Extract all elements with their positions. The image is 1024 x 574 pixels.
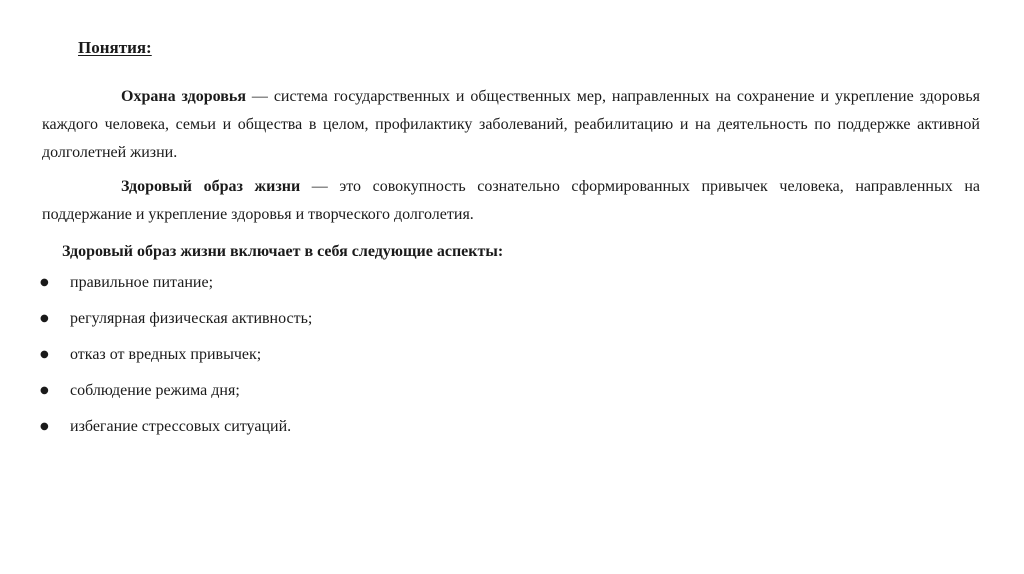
list-item-text: отказ от вредных привычек;	[70, 346, 262, 363]
definition-health-protection	[42, 83, 980, 167]
list-item	[36, 415, 312, 451]
section-heading: Понятия:	[78, 38, 152, 57]
aspects-list	[36, 271, 312, 451]
bullet-icon: ●	[40, 385, 49, 396]
definition-text: — система государственных и общественных мер, направленных на сохранение и укрепление здоровья каждого человека, семьи и общества в целом, профилактику заболеваний, реабилитацию и на деятельность по поддержке активной долголетней жизни.	[42, 88, 980, 161]
bullet-icon: ●	[40, 421, 49, 432]
list-item	[36, 271, 312, 307]
list-item-text: избегание стрессовых ситуаций.	[70, 418, 292, 435]
list-item	[36, 379, 312, 415]
list-item-text: правильное питание;	[70, 274, 214, 291]
list-item-text: соблюдение режима дня;	[70, 382, 240, 399]
list-item	[36, 307, 312, 343]
aspects-intro: Здоровый образ жизни включает в себя следующие аспекты:	[62, 243, 504, 260]
bullet-icon: ●	[40, 277, 49, 288]
definition-healthy-lifestyle	[42, 173, 980, 229]
bullet-icon: ●	[40, 349, 49, 360]
bullet-icon: ●	[40, 313, 49, 324]
definition-text: — это совокупность сознательно сформированных привычек человека, направленных на поддержание и укрепление здоровья и творческого долголетия.	[42, 178, 980, 223]
list-item	[36, 343, 312, 379]
list-item-text: регулярная физическая активность;	[70, 310, 313, 327]
definition-term: Здоровый образ жизни	[121, 178, 301, 195]
definition-term: Охрана здоровья	[121, 88, 246, 105]
